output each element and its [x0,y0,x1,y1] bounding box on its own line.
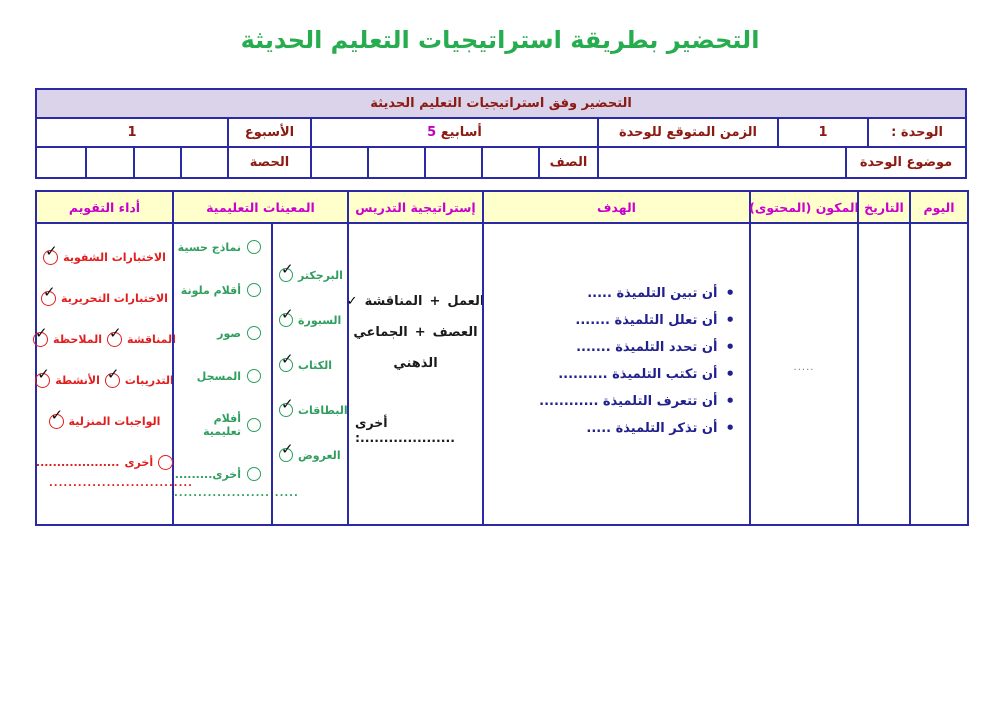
objective-item [558,367,735,382]
column-header-strategy: إستراتيجية التدريس [347,192,482,222]
checked-circle-icon [49,414,64,429]
objective-item [586,421,735,436]
aids-item [273,448,348,462]
unit-value: 1 [778,118,868,147]
expected-time-value [311,118,598,147]
class-input-cell [482,147,539,178]
strategy-word: العمل [447,294,485,309]
aids-cell [172,224,347,524]
column-header-objective: الهدف [482,192,749,222]
lesson-plan-header-row [37,192,967,224]
evaluation-item [37,291,172,306]
aids-item-label: العروض [298,448,341,462]
unit-topic-input-cell [598,147,846,178]
aids-item [174,240,271,254]
evaluation-other-item [37,455,172,470]
aids-item [174,283,271,297]
empty-circle-icon [247,326,261,340]
column-header-component: المكون (المحتوى) [749,192,857,222]
objective-cell [482,224,749,524]
checked-circle-icon [279,268,293,282]
column-header-date: التاريخ [857,192,909,222]
checked-circle-icon [43,250,58,265]
plus-sign: + [414,325,426,340]
objective-text: أن تذكر التلميذة ..... [586,421,718,436]
objective-text: أن تبين التلميذة ..... [587,286,718,301]
empty-circle-icon [247,283,261,297]
unit-label: الوحدة : [868,118,966,147]
column-header-evaluation: أداء التقويم [68,199,141,215]
lesson-plan-table [35,190,969,526]
evaluation-other-label: أخرى [124,456,154,469]
evaluation-extra-dots: .............................. [49,478,193,489]
aids-item-label: نماذج حسية [177,240,241,254]
aids-item-label: أقلام ملونة [180,283,241,297]
aids-item [174,412,271,438]
period-label: الحصة [228,147,311,178]
component-value: ..... [793,362,815,373]
info-banner-title: التحضير وفق استراتيجيات التعليم الحديثة [36,89,966,118]
aids-item-label: الكتاب [298,358,332,372]
empty-circle-icon [247,467,261,481]
day-cell [909,224,967,524]
checked-circle-icon [105,373,120,388]
strategy-line-1 [346,294,485,309]
bullet-icon: • [725,365,735,383]
unit-topic-label: موضوع الوحدة [846,147,966,178]
class-input-cell [311,147,368,178]
evaluation-item-label: الأنشطة [55,374,100,387]
weeks-word: أسابيع [440,125,482,140]
evaluation-item-label: الواجبات المنزلية [68,415,161,428]
evaluation-item [37,414,172,429]
evaluation-item-label: التدريبات [124,374,174,387]
expected-time-label: الزمن المتوقع للوحدة [598,118,778,147]
period-input-cell [134,147,181,178]
evaluation-item-pair [37,332,176,347]
checked-circle-icon [41,291,56,306]
class-input-cell [425,147,482,178]
evaluation-item-label: الاختبارات التحريرية [61,292,168,305]
checked-circle-icon [35,373,50,388]
aids-item [174,369,271,383]
week-value: 1 [36,118,228,147]
info-table [35,88,967,179]
aids-item [273,313,348,327]
evaluation-other-dots: .................... [35,456,120,469]
checked-circle-icon [279,313,293,327]
aids-other-item [174,467,271,481]
bullet-icon: • [725,419,735,437]
objective-text: أن تتعرف التلميذة ............ [539,394,718,409]
lesson-plan-body-row [37,224,967,524]
strategy-word: العصف [432,325,478,340]
column-header-aids: المعينات التعليمية [172,192,347,222]
period-input-cell [86,147,134,178]
evaluation-item [37,250,172,265]
page-title: التحضير بطريقة استراتيجيات التعليم الحديثة [240,26,760,54]
empty-circle-icon [247,240,261,254]
period-input-cell [181,147,228,178]
bullet-icon: • [725,338,735,356]
checked-circle-icon [279,403,293,417]
objective-text: أن تكتب التلميذة .......... [558,367,718,382]
empty-circle-icon [158,455,173,470]
checked-circle-icon [279,358,293,372]
weeks-number: 5 [427,125,437,140]
week-label: الأسبوع [228,118,311,147]
strategy-other: أخرى :.................... [355,415,455,445]
aids-other-dots: .......................... [174,488,299,499]
strategy-line-3 [349,356,482,371]
date-cell [857,224,909,524]
bullet-icon: • [725,311,735,329]
objective-item [575,313,735,328]
objective-item [576,340,735,355]
class-input-cell [368,147,425,178]
aids-checked-subcolumn [271,224,348,524]
strategy-line-2 [349,325,482,340]
strategy-cell [346,224,485,524]
objective-item [587,286,735,301]
aids-item [273,358,348,372]
aids-other-label: أخرى......... [174,467,241,481]
empty-circle-icon [247,418,261,432]
aids-item-label: المسجل [196,369,241,383]
aids-item-label: البطاقات [298,403,348,417]
objective-text: أن تحدد التلميذة ....... [576,340,718,355]
checkmark-icon: ✓ [346,294,358,309]
aids-item-label: السبورة [298,313,342,327]
bullet-icon: • [725,284,735,302]
checked-circle-icon [33,332,48,347]
aids-item [273,403,348,417]
empty-circle-icon [247,369,261,383]
strategy-word: المناقشة [364,294,423,309]
evaluation-item-label: الاختبارات الشفوية [63,251,166,264]
checked-circle-icon [107,332,122,347]
checked-circle-icon [279,448,293,462]
aids-item-label: أفلام تعليمية [203,412,241,438]
objective-item [539,394,735,409]
period-input-cell [36,147,86,178]
plus-sign: + [429,294,441,309]
evaluation-item-label: المناقشة [126,333,176,346]
objective-text: أن تعلل التلميذة ....... [575,313,718,328]
aids-item [273,268,348,282]
aids-item [174,326,271,340]
class-label: الصف [539,147,598,178]
bullet-icon: • [725,392,735,410]
aids-item-label: صور [217,326,241,340]
strategy-word: الذهني [393,356,438,371]
aids-item-label: البرجكتر [298,268,343,282]
component-cell [749,224,857,524]
evaluation-item-label: الملاحظة [53,333,102,346]
evaluation-cell [35,224,193,524]
evaluation-item-pair [37,373,172,388]
column-header-day: اليوم [909,192,967,222]
aids-unchecked-subcolumn [174,224,299,524]
strategy-word: الجماعي [353,325,408,340]
